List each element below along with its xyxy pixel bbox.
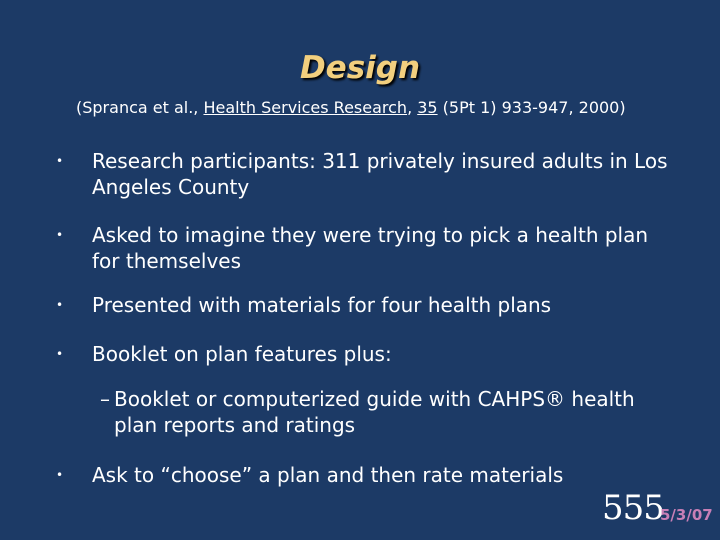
citation-separator: , <box>407 98 418 117</box>
citation <box>76 98 626 117</box>
citation-authors: (Spranca et al., <box>76 98 204 117</box>
bullet-item <box>56 148 672 200</box>
citation-journal: Health Services Research <box>203 98 408 117</box>
sub-bullet-item <box>100 386 660 438</box>
bullet-dot-icon: • <box>56 347 64 361</box>
bullet-item <box>56 341 672 367</box>
bullet-text: Asked to imagine they were trying to pick a health plan for themselves <box>92 223 649 273</box>
citation-pages-year: (5Pt 1) 933-947, 2000) <box>437 98 626 117</box>
bullet-text: Research participants: 311 privately insured adults in Los Angeles County <box>92 149 668 199</box>
bullet-item <box>56 222 672 274</box>
bullet-dot-icon: • <box>56 228 64 242</box>
bullet-item <box>56 292 672 318</box>
bullet-text: Booklet on plan features plus: <box>92 342 392 366</box>
bullet-dot-icon: • <box>56 468 64 482</box>
bullet-text: Presented with materials for four health plans <box>92 293 552 317</box>
bullet-item <box>56 462 672 488</box>
bullet-dot-icon: • <box>56 298 64 312</box>
bullet-dot-icon: • <box>56 154 64 168</box>
citation-volume: 35 <box>417 98 438 117</box>
dash-icon: – <box>100 387 110 411</box>
sub-bullet-text: Booklet or computerized guide with CAHPS® health plan reports and ratings <box>114 387 635 437</box>
bullet-text: Ask to “choose” a plan and then rate materials <box>92 463 564 487</box>
slide-date: 5/3/07 <box>660 506 713 524</box>
slide-title: Design <box>299 50 421 86</box>
slide-number: 555 <box>602 488 664 528</box>
